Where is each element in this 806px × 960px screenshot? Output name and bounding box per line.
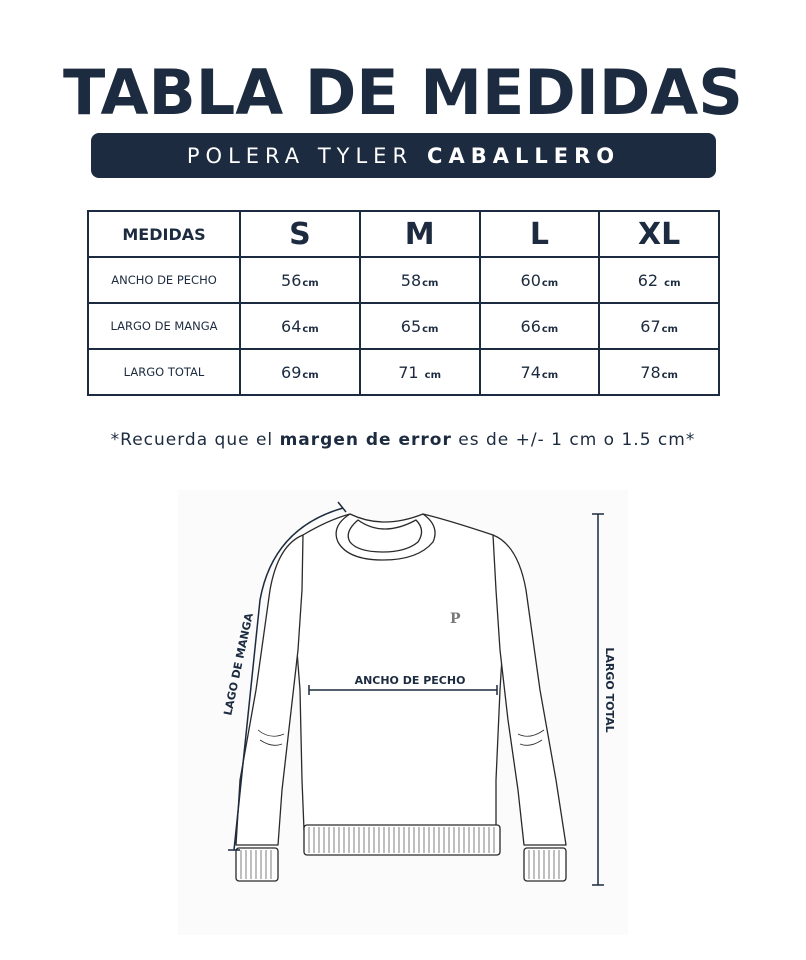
product-subtitle-bar xyxy=(91,133,716,178)
size-header-l: L xyxy=(480,211,600,257)
value-cell: 69cm xyxy=(240,349,360,395)
sweater-illustration xyxy=(178,490,628,935)
size-header-s: S xyxy=(240,211,360,257)
subtitle-product-name: POLERA TYLER xyxy=(186,143,414,168)
value-cell: 58cm xyxy=(360,257,480,303)
value-cell: 71 cm xyxy=(360,349,480,395)
table-row xyxy=(88,257,719,303)
size-table-header-row xyxy=(88,211,719,257)
row-label-chest: ANCHO DE PECHO xyxy=(88,257,240,303)
table-row xyxy=(88,349,719,395)
sleeve-measure-label: LAGO DE MANGA xyxy=(221,611,256,717)
row-label-length: LARGO TOTAL xyxy=(88,349,240,395)
size-table xyxy=(87,210,720,396)
value-cell: 78cm xyxy=(599,349,719,395)
value-cell: 67cm xyxy=(599,303,719,349)
value-cell: 62 cm xyxy=(599,257,719,303)
chest-measure-label: ANCHO DE PECHO xyxy=(354,674,466,687)
value-cell: 60cm xyxy=(480,257,600,303)
length-measure-label: LARGO TOTAL xyxy=(603,647,616,733)
value-cell: 64cm xyxy=(240,303,360,349)
table-header-label: MEDIDAS xyxy=(88,211,240,257)
size-header-xl: XL xyxy=(599,211,719,257)
subtitle-category: CABALLERO xyxy=(427,143,621,168)
note-suffix: es de +/- 1 cm o 1.5 cm* xyxy=(458,430,696,450)
note-bold: margen de error xyxy=(279,430,452,450)
error-margin-note xyxy=(0,430,806,450)
size-header-m: M xyxy=(360,211,480,257)
value-cell: 74cm xyxy=(480,349,600,395)
page-title: TABLA DE MEDIDAS xyxy=(63,56,743,129)
note-prefix: *Recuerda que el xyxy=(110,430,274,450)
value-cell: 56cm xyxy=(240,257,360,303)
table-row xyxy=(88,303,719,349)
value-cell: 65cm xyxy=(360,303,480,349)
brand-logo-icon: P xyxy=(450,611,461,627)
value-cell: 66cm xyxy=(480,303,600,349)
row-label-sleeve: LARGO DE MANGA xyxy=(88,303,240,349)
sweater-diagram xyxy=(178,490,628,935)
